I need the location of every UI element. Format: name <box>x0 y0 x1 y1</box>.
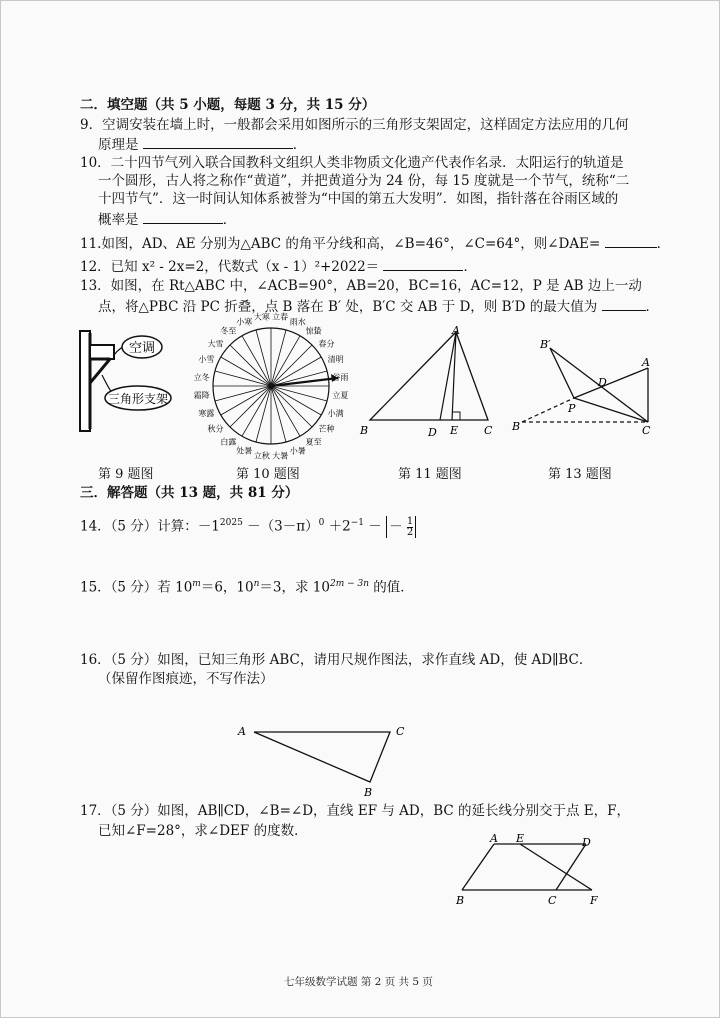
fig10-term-label: 秋分 <box>207 424 224 434</box>
q9-line2 <box>98 134 306 154</box>
fig11-label-D: D <box>428 426 437 439</box>
fig10-pointer <box>271 378 338 386</box>
fig11-caption: 第 11 题图 <box>398 467 462 482</box>
q15-text-a: 15．（5 分）若 10 <box>80 579 193 596</box>
fig9-label-ac: 空调 <box>128 341 156 356</box>
fig10-spoke <box>256 386 271 442</box>
fig13-label-D: D <box>598 376 607 389</box>
fig17-label-C: C <box>548 894 557 907</box>
q10-line1: 10．二十四节气列入联合国教科文组织人类非物质文化遗产代表作名录．太阳运行的轨道是 <box>80 155 624 171</box>
fig9-diagram <box>74 325 184 435</box>
fig13-label-B: B <box>512 420 521 433</box>
q14-term2: －（3－π） <box>247 518 319 535</box>
q14-term4: － <box>368 518 382 535</box>
fig10-term-label: 白露 <box>220 437 237 447</box>
fig13-label-A: A <box>642 356 650 369</box>
fig10-term-label: 谷雨 <box>332 372 349 382</box>
fig11-label-A: A <box>452 324 460 337</box>
q10-line2: 一个圆形，古人将之称作“黄道”，并把黄道分为 24 份，每 15 度就是一个节气，统称“二 <box>98 173 630 189</box>
fig10-term-label: 小满 <box>327 408 344 418</box>
fig11-label-B: B <box>360 424 369 437</box>
q13-text: 点，将△PBC 沿 PC 折叠，点 B 落在 B′ 处，B′C 交 AB 于 D，则 B′D 的最大值为 <box>98 299 598 315</box>
q10-line4 <box>98 209 236 229</box>
fig11-label-E: E <box>450 424 459 437</box>
q11-line <box>80 233 670 253</box>
fig17-diagram <box>452 832 612 908</box>
q11-text: 11.如图，AD、AE 分别为△ABC 的角平分线和高，∠B=46°，∠C=64°，则∠DAE= <box>80 236 601 252</box>
fig17-label-F: F <box>590 894 598 907</box>
q14-exp1: 2025 <box>219 518 243 528</box>
fig16-label-B: B <box>364 786 373 799</box>
fig17-label-A: A <box>490 832 498 845</box>
q9-end: ． <box>292 137 307 153</box>
q10-line3: 十四节气”．这一时间认知体系被誉为“中国的第五大发明”．如图，指针落在谷雨区域的 <box>98 191 619 207</box>
fig10-term-label: 小寒 <box>236 317 253 327</box>
fig13-caption: 第 13 题图 <box>548 467 612 482</box>
q14-term1: －1 <box>197 518 220 535</box>
section-3-title: 三．解答题（共 13 题，共 81 分） <box>80 485 299 501</box>
fig11-diagram <box>356 322 496 442</box>
fig17-label-B: B <box>456 894 465 907</box>
q15-text-d: 的值． <box>369 579 414 596</box>
fig9-bracket-diagonal <box>90 359 110 383</box>
q14-abs-sign: － <box>389 519 403 535</box>
fig11-label-C: C <box>484 424 493 437</box>
q13-line2 <box>98 296 659 316</box>
fig10-term-label: 立冬 <box>193 372 210 382</box>
fig10-diagram <box>186 306 356 466</box>
fig16-label-C: C <box>396 725 405 738</box>
q14-frac-num: 1 <box>406 516 414 527</box>
q13-end: ． <box>645 299 659 315</box>
section-2-title: 二．填空题（共 5 小题，每题 3 分，共 15 分） <box>80 97 376 113</box>
q15-sup-m: m <box>192 579 201 589</box>
q13-answer-blank[interactable] <box>602 296 646 311</box>
page-footer: 七年级数学试题 第 2 页 共 5 页 <box>284 976 433 988</box>
q14-frac-den: 2 <box>406 527 414 538</box>
fig10-term-label: 大雪 <box>207 339 224 349</box>
q17-line1: 17．（5 分）如图，AB∥CD，∠B=∠D，直线 EF 与 AD，BC 的延长线分别交于点 E，F， <box>80 803 631 819</box>
q15-sup-e: 2m − 3n <box>329 579 370 589</box>
fig13-BpP <box>550 348 574 398</box>
fig10-term-label: 寒露 <box>198 408 215 418</box>
fig10-term-label: 芒种 <box>318 424 335 434</box>
q16-line1: 16．（5 分）如图，已知三角形 ABC，请用尺规作图法，求作直线 AD，使 AD∥BC． <box>80 652 593 668</box>
q9-line1: 9．空调安装在墙上时，一般都会采用如图所示的三角形支架固定，这样固定方法应用的几何 <box>80 117 629 133</box>
fig16-triangle <box>254 732 390 782</box>
q16-line2: （保留作图痕迹，不写作法） <box>98 671 274 687</box>
q12-end: ． <box>463 259 477 275</box>
fig10-spoke <box>215 371 271 386</box>
fig17-label-E: E <box>516 832 525 845</box>
q10-end: ． <box>222 212 237 228</box>
fig16-label-A: A <box>238 725 246 738</box>
fig16-diagram <box>234 720 414 800</box>
fig10-term-label: 冬至 <box>220 326 237 336</box>
q10-text: 概率是 <box>98 212 139 228</box>
q14-abs <box>386 516 416 538</box>
fig10-term-label: 霜降 <box>193 391 210 401</box>
fig10-term-label: 立春 <box>272 312 289 322</box>
fig10-term-label: 立秋 <box>253 451 270 461</box>
fig17-line-AB <box>462 844 494 890</box>
fig10-term-label: 小雪 <box>198 355 215 365</box>
fig9-ac-unit <box>90 345 114 359</box>
q9-text: 原理是 <box>98 137 139 153</box>
fig10-spoke <box>256 330 271 386</box>
fig10-term-label: 惊蛰 <box>305 326 322 336</box>
q15-text-c: ＝3，求 10 <box>259 579 330 596</box>
q11-end: ． <box>656 236 671 252</box>
q14-line <box>80 512 416 538</box>
fig9-label-bracket: 三角形支架 <box>107 392 169 406</box>
q14-exp3: −1 <box>350 518 364 528</box>
fig13-label-C: C <box>642 424 651 437</box>
q9-answer-blank[interactable] <box>143 134 293 149</box>
fig11-triangle <box>370 332 488 420</box>
fig13-BP-dashed <box>522 398 574 422</box>
fig10-term-label: 大寒 <box>253 312 270 322</box>
fig10-spoke <box>271 386 286 442</box>
q12-line <box>80 256 477 276</box>
q14-exp2: 0 <box>318 518 325 528</box>
q12-text: 12．已知 x² - 2x=2，代数式（x - 1）²+2022＝ <box>80 259 380 275</box>
q12-answer-blank[interactable] <box>383 256 463 271</box>
fig10-term-label: 雨水 <box>289 317 306 327</box>
fig10-term-label: 小暑 <box>289 446 306 456</box>
q15-line <box>80 575 414 597</box>
fig13-label-Bp: B′ <box>540 338 551 351</box>
fig9-caption: 第 9 题图 <box>98 467 154 482</box>
fig10-term-label: 立夏 <box>332 391 349 401</box>
fig11-right-angle <box>452 412 460 420</box>
q10-answer-blank[interactable] <box>143 209 223 224</box>
q13-line1: 13．如图，在 Rt△ABC 中，∠ACB=90°，AB=20，BC=16，AC=12，P 是 AB 边上一动 <box>80 278 642 294</box>
q15-text-b: ＝6，10 <box>200 579 254 596</box>
fig10-term-label: 夏至 <box>305 437 322 447</box>
fig13-label-P: P <box>568 402 576 415</box>
fig10-term-label: 处暑 <box>236 446 253 456</box>
q11-answer-blank[interactable] <box>605 233 657 248</box>
fig10-spoke <box>271 330 286 386</box>
fig10-spoke <box>271 386 327 401</box>
fig10-term-label: 大暑 <box>272 451 289 461</box>
fig10-term-label: 清明 <box>327 355 344 365</box>
fig10-spoke <box>215 386 271 401</box>
q14-term3: ＋2 <box>328 518 351 535</box>
q14-prefix: 14．（5 分）计算： <box>80 518 198 535</box>
fig13-PC <box>574 398 648 422</box>
fig10-caption: 第 10 题图 <box>236 467 300 482</box>
fig10-term-label: 春分 <box>318 339 335 349</box>
q15-sup-n: n <box>253 579 260 589</box>
q17-line2: 已知∠F=28°，求∠DEF 的度数． <box>98 823 308 839</box>
q14-fraction <box>407 517 413 538</box>
fig17-label-D: D <box>582 836 591 849</box>
fig13-diagram <box>508 332 658 442</box>
